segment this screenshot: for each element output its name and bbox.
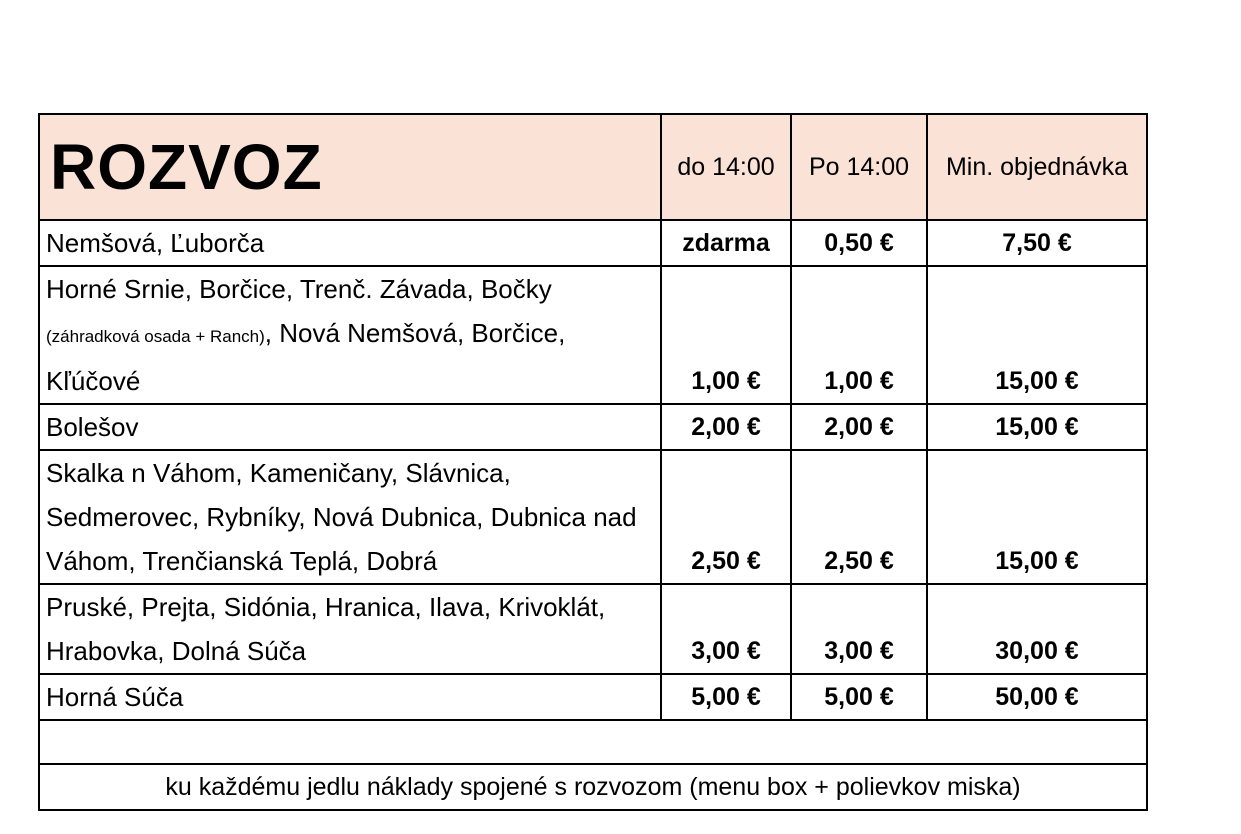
min-order-cell: 30,00 € [927,584,1147,674]
location-cell: Bolešov [39,404,661,450]
price-before-cell: 5,00 € [661,674,791,720]
table-row [39,674,1147,720]
location-text: , Nová Nemšová, Borčice, Kľúčové [46,318,566,396]
price-before-cell: zdarma [661,220,791,266]
footnote: ku každému jedlu náklady spojené s rozvozom (menu box + polievkov miska) [39,764,1147,810]
min-order-cell: 15,00 € [927,450,1147,584]
location-cell: Pruské, Prejta, Sidónia, Hranica, Ilava, Krivoklát, Hrabovka, Dolná Súča [39,584,661,674]
table-row [39,404,1147,450]
price-before-cell: 2,00 € [661,404,791,450]
table-header-row [39,114,1147,220]
delivery-price-table [38,113,1148,811]
location-cell [39,266,661,404]
empty-cell [39,720,1147,764]
price-after-cell: 2,50 € [791,450,927,584]
price-after-cell: 5,00 € [791,674,927,720]
header-after-14: Po 14:00 [791,114,927,220]
price-before-cell: 1,00 € [661,266,791,404]
table-row [39,450,1147,584]
location-text: Horné Srnie, Borčice, Trenč. Závada, Bočky [46,274,552,304]
min-order-cell: 15,00 € [927,266,1147,404]
price-before-cell: 2,50 € [661,450,791,584]
header-before-14: do 14:00 [661,114,791,220]
location-cell: Nemšová, Ľuborča [39,220,661,266]
price-after-cell: 2,00 € [791,404,927,450]
table-row [39,266,1147,404]
location-cell: Skalka n Váhom, Kameničany, Slávnica, Sedmerovec, Rybníky, Nová Dubnica, Dubnica nad Váhom, Trenčianská Teplá, Dobrá [39,450,661,584]
table-title: ROZVOZ [39,114,661,220]
price-before-cell: 3,00 € [661,584,791,674]
header-min-order: Min. objednávka [927,114,1147,220]
price-after-cell: 0,50 € [791,220,927,266]
min-order-cell: 50,00 € [927,674,1147,720]
location-note: (záhradková osada + Ranch) [46,327,265,346]
price-after-cell: 1,00 € [791,266,927,404]
table-row [39,220,1147,266]
min-order-cell: 7,50 € [927,220,1147,266]
table-row [39,584,1147,674]
note-row [39,764,1147,810]
min-order-cell: 15,00 € [927,404,1147,450]
empty-row [39,720,1147,764]
price-after-cell: 3,00 € [791,584,927,674]
location-cell: Horná Súča [39,674,661,720]
